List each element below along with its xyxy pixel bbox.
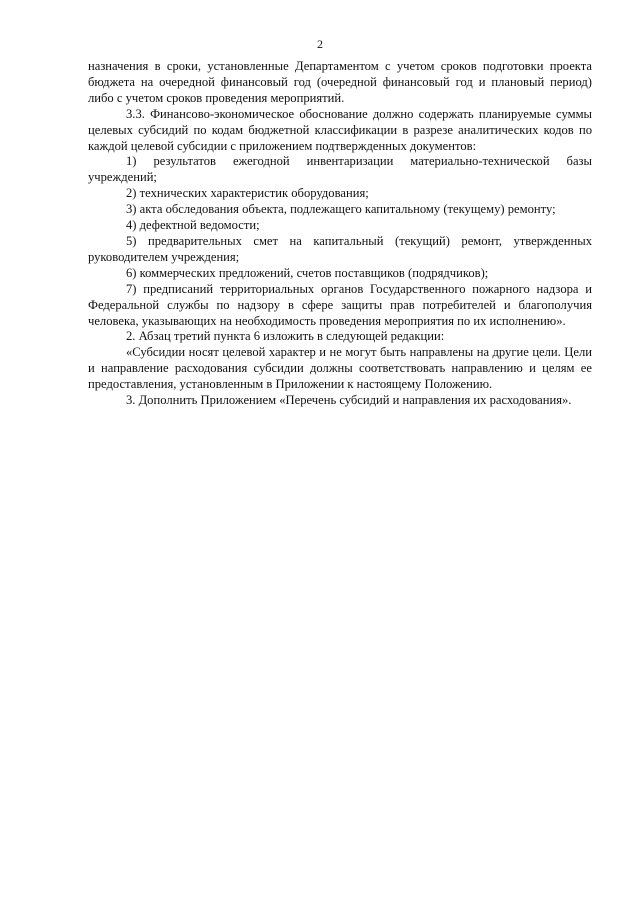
list-item-3: 3) акта обследования объекта, подлежащего капитальному (текущему) ремонту; — [126, 202, 556, 217]
list-item-7: 7) предписаний территориальных органов Государственного пожарного надзора и Федеральной службы по надзору в сфере защиты прав потребителей и благополучия человека, указывающих на необходимость проведения мероприятия по их исполнению». — [88, 281, 592, 328]
list-item-4: 4) дефектной ведомости; — [126, 218, 260, 233]
page-number: 2 — [317, 37, 323, 51]
list-item-5: 5) предварительных смет на капитальный (текущий) ремонт, утвержденных руководителем учреждения; — [88, 233, 592, 264]
list-item-1: 1) результатов ежегодной инвентаризации материально-технической базы учреждений; — [88, 154, 592, 185]
quoted-paragraph: «Субсидии носят целевой характер и не могут быть направлены на другие цели. Цели и направление расходования субсидии должны соответствовать направлению и целям ее предоставления, установленным в Приложении к настоящему Положению. — [88, 345, 592, 392]
paragraph-2: 2. Абзац третий пункта 6 изложить в следующей редакции: — [126, 329, 445, 344]
paragraph-3: 3. Дополнить Приложением «Перечень субсидий и направления их расходования». — [126, 393, 572, 408]
list-item-6: 6) коммерческих предложений, счетов поставщиков (подрядчиков); — [126, 265, 489, 280]
document-body — [88, 59, 592, 409]
list-item-2: 2) технических характеристик оборудования; — [126, 186, 369, 201]
paragraph-continuation: назначения в сроки, установленные Департаментом с учетом сроков подготовки проекта бюджета на очередной финансовый год (очередной финансовый год и плановый период) либо с учетом сроков проведения мероприятий. — [88, 59, 592, 105]
paragraph-3-3: 3.3. Финансово-экономическое обоснование должно содержать планируемые суммы целевых субсидий по кодам бюджетной классификации в разрезе аналитических кодов по каждой целевой субсидии с приложением подтвержденных документов: — [88, 106, 592, 153]
